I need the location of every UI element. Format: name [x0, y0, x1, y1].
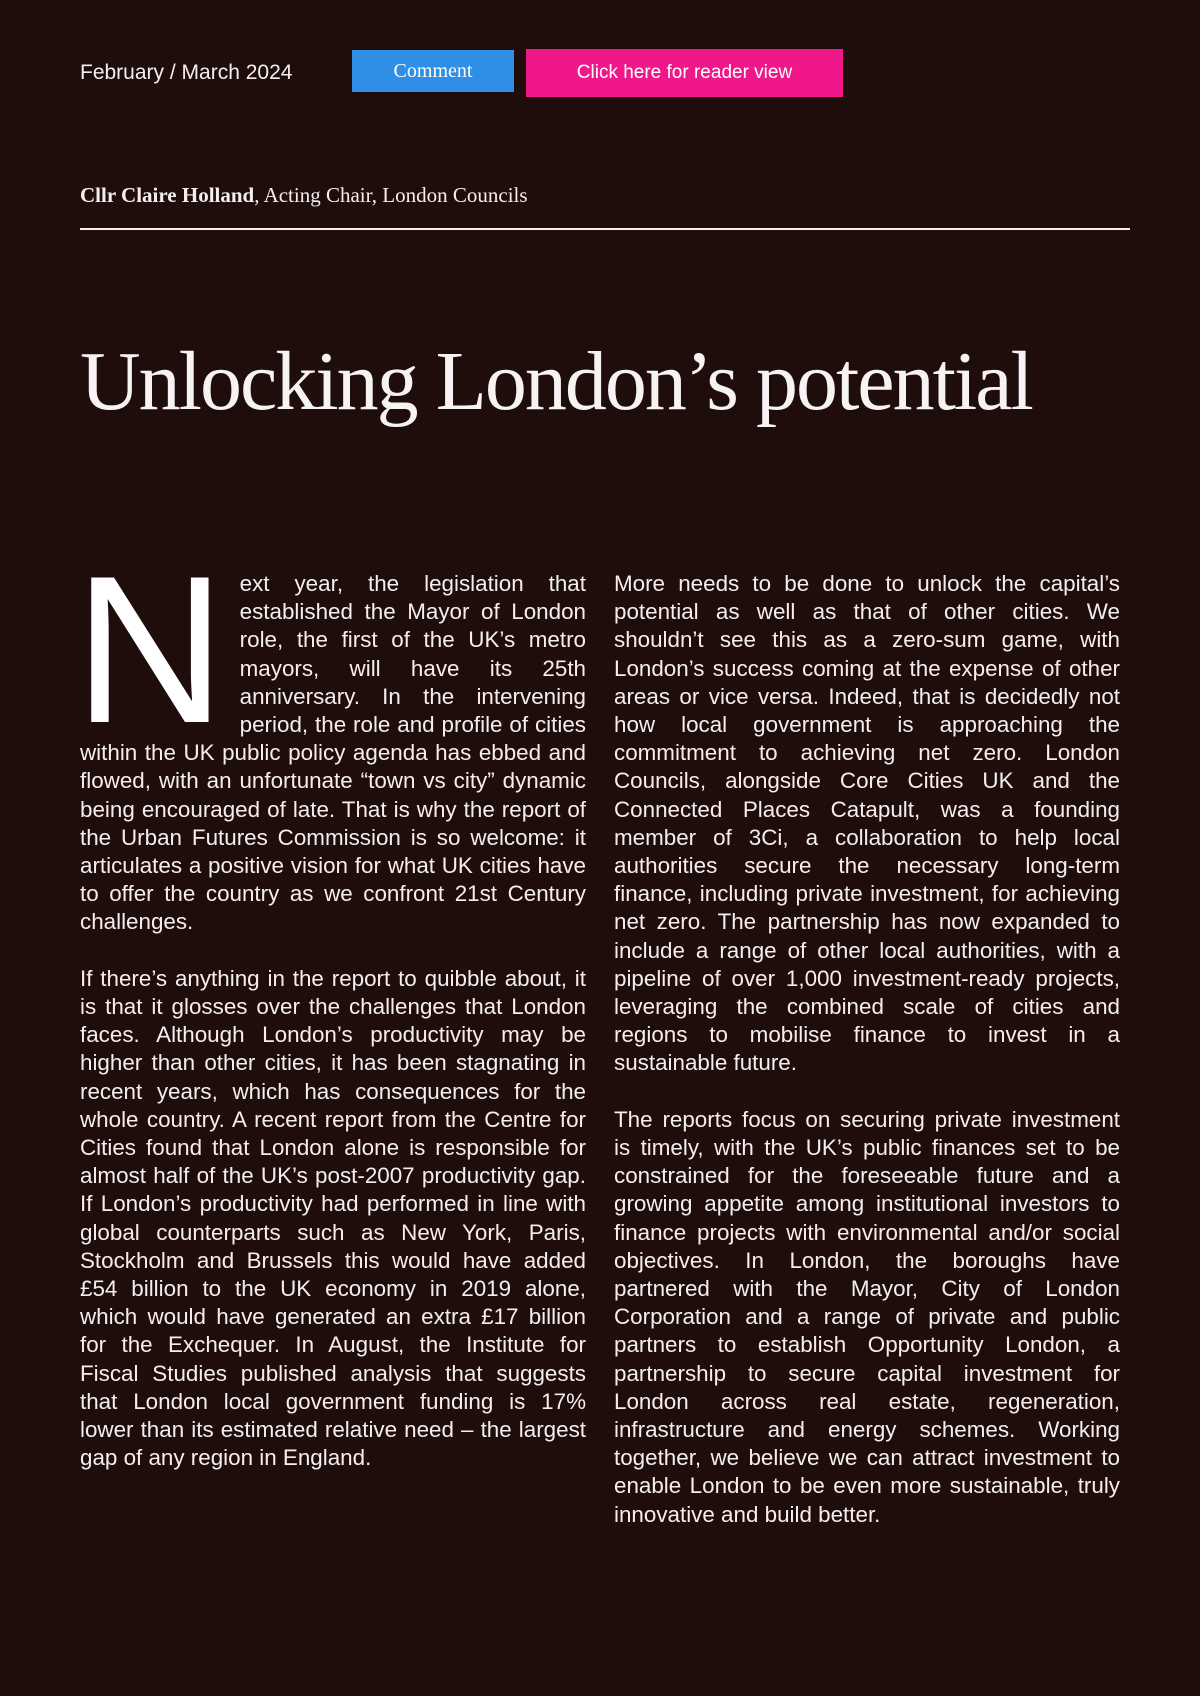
issue-date: February / March 2024: [80, 61, 293, 84]
comment-button[interactable]: Comment: [352, 50, 514, 92]
author-name: Cllr Claire Holland: [80, 183, 255, 207]
byline: [80, 183, 528, 208]
paragraph: [74, 532, 586, 937]
article-title: Unlocking London’s potential: [80, 335, 1032, 428]
paragraph-text: ext year, the legislation that established the Mayor of London role, the first of the UK’s metro mayors, will have its 25th anniversary. In the intervening period, the role and profile of cities within the UK public policy agenda has ebbed and flowed, with an unfortunate “town vs city” dynamic being encouraged of late. That is why the report of the Urban Futures Commission is so welcome: it articulates a positive vision for what UK cities have to offer the country as we confront 21st Century challenges.: [80, 571, 586, 935]
author-role: , Acting Chair, London Councils: [254, 183, 528, 207]
right-column: [614, 570, 1120, 1557]
top-bar: [80, 50, 843, 96]
drop-cap: N: [74, 532, 226, 767]
paragraph: More needs to be done to unlock the capital’s potential as well as that of other cities. We shouldn’t see this as a zero-sum game, with London’s success coming at the expense of other areas or vice versa. Indeed, that is decidedly not how local government is approaching the commitment to achieving net zero. London Councils, alongside Core Cities UK and the Connected Places Catapult, was a founding member of 3Ci, a collaboration to help local authorities secure the necessary long-term finance, including private investment, for achieving net zero. The partnership has now expanded to include a range of other local authorities, with a pipeline of over 1,000 investment-ready projects, leveraging the combined scale of cities and regions to mobilise finance to invest in a sustainable future.: [614, 571, 1120, 1076]
paragraph: The reports focus on securing private investment is timely, with the UK’s public finances set to be constrained for the foreseeable future and a growing appetite among institutional investors to finance projects with environmental and/or social objectives. In London, the boroughs have partnered with the Mayor, City of London Corporation and a range of private and public partners to establish Opportunity London, a partnership to secure capital investment for London across real estate, regeneration, infrastructure and energy schemes. Working together, we believe we can attract investment to enable London to be even more sustainable, truly innovative and build better.: [614, 1106, 1120, 1527]
reader-view-button[interactable]: Click here for reader view: [526, 49, 843, 97]
left-column: [74, 532, 586, 1501]
divider: [80, 228, 1130, 230]
paragraph: If there’s anything in the report to quibble about, it is that it glosses over the challenges that London faces. Although London’s productivity may be higher than other cities, it has been stagnating in recent years, which has consequences for the whole country. A recent report from the Centre for Cities found that London alone is responsible for almost half of the UK’s post-2007 productivity gap. If London’s productivity had performed in line with global counterparts such as New York, Paris, Stockholm and Brussels this would have added £54 billion to the UK economy in 2019 alone, which would have generated an extra £17 billion for the Exchequer. In August, the Institute for Fiscal Studies published analysis that suggests that London local government funding is 17% lower than its estimated relative need – the largest gap of any region in England.: [80, 965, 586, 1471]
